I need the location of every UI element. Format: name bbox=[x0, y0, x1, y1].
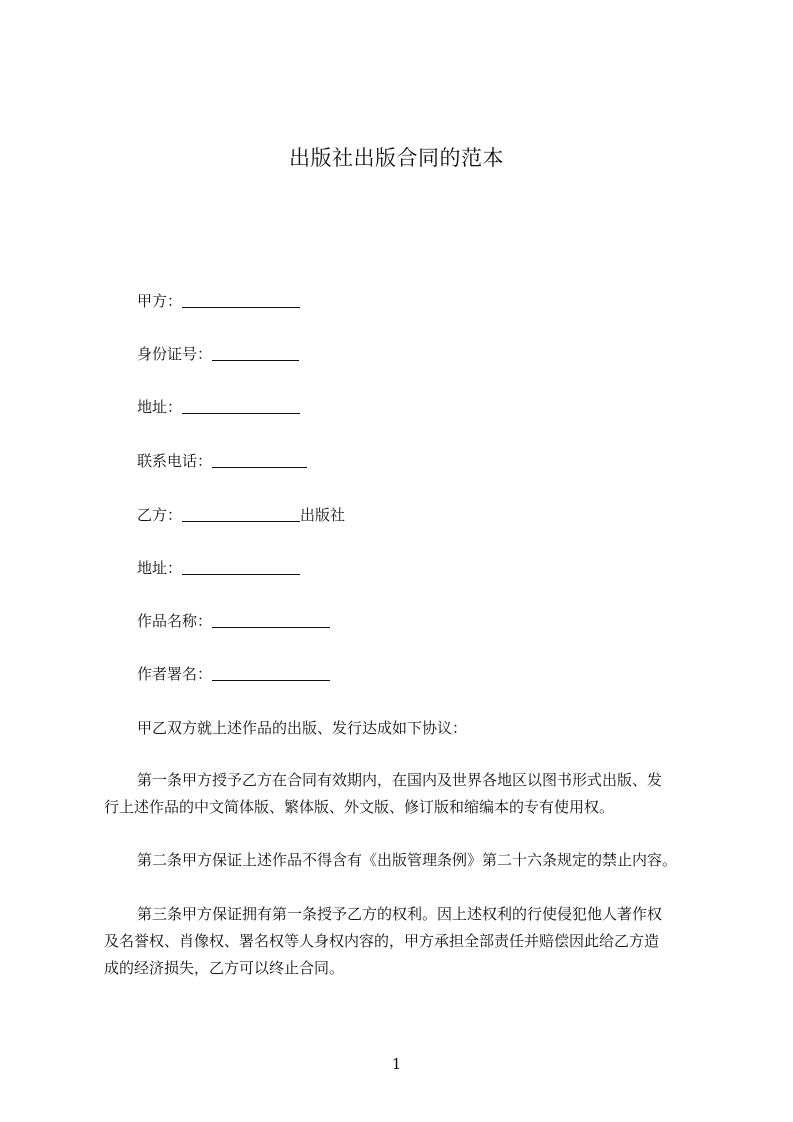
field-label: 作品名称： bbox=[137, 612, 213, 630]
field-label: 乙方： bbox=[137, 506, 183, 524]
article-2 bbox=[104, 847, 708, 874]
article-3-line-2: 及名誉权、肖像权、署名权等人身权内容的，甲方承担全部责任并赔偿因此给乙方造 bbox=[104, 932, 660, 950]
agreement-intro: 甲乙双方就上述作品的出版、发行达成如下协议： bbox=[137, 719, 468, 737]
fill-blank[interactable] bbox=[182, 560, 300, 575]
work-title-field bbox=[137, 611, 330, 631]
fill-blank[interactable] bbox=[182, 399, 300, 414]
document-title: 出版社出版合同的范本 bbox=[289, 146, 504, 170]
party-b-field bbox=[137, 505, 345, 525]
fill-blank[interactable] bbox=[212, 666, 330, 681]
fill-blank[interactable] bbox=[212, 613, 330, 628]
fill-blank[interactable] bbox=[182, 293, 300, 308]
field-label: 地址： bbox=[137, 559, 183, 577]
field-label: 身份证号： bbox=[137, 345, 213, 363]
publisher-suffix: 出版社 bbox=[300, 506, 346, 524]
article-1-line-1: 第一条甲方授予乙方在合同有效期内，在国内及世界各地区以图书形式出版、发 bbox=[137, 771, 663, 789]
fill-blank[interactable] bbox=[182, 507, 300, 522]
field-label: 作者署名： bbox=[137, 665, 213, 683]
article-3-line-1: 第三条甲方保证拥有第一条授予乙方的权利。因上述权利的行使侵犯他人著作权 bbox=[137, 905, 663, 923]
field-label: 联系电话： bbox=[137, 452, 213, 470]
fill-blank[interactable] bbox=[212, 453, 307, 468]
party-a-address-field bbox=[137, 397, 300, 417]
party-a-field bbox=[137, 291, 300, 311]
phone-field bbox=[137, 451, 307, 471]
page-number: 1 bbox=[391, 1055, 402, 1073]
author-name-field bbox=[137, 664, 330, 684]
article-3-line-3: 成的经济损失，乙方可以终止合同。 bbox=[104, 959, 345, 977]
field-label: 地址： bbox=[137, 398, 183, 416]
article-2-line-1: 第二条甲方保证上述作品不得含有《出版管理条例》第二十六条规定的禁止内容。 bbox=[137, 851, 678, 869]
article-1 bbox=[104, 767, 708, 821]
fill-blank[interactable] bbox=[212, 346, 299, 361]
id-number-field bbox=[137, 344, 299, 364]
article-1-line-2: 行上述作品的中文简体版、繁体版、外文版、修订版和缩编本的专有使用权。 bbox=[104, 798, 615, 816]
field-label: 甲方： bbox=[137, 292, 183, 310]
party-b-address-field bbox=[137, 558, 300, 578]
article-3 bbox=[104, 901, 708, 982]
